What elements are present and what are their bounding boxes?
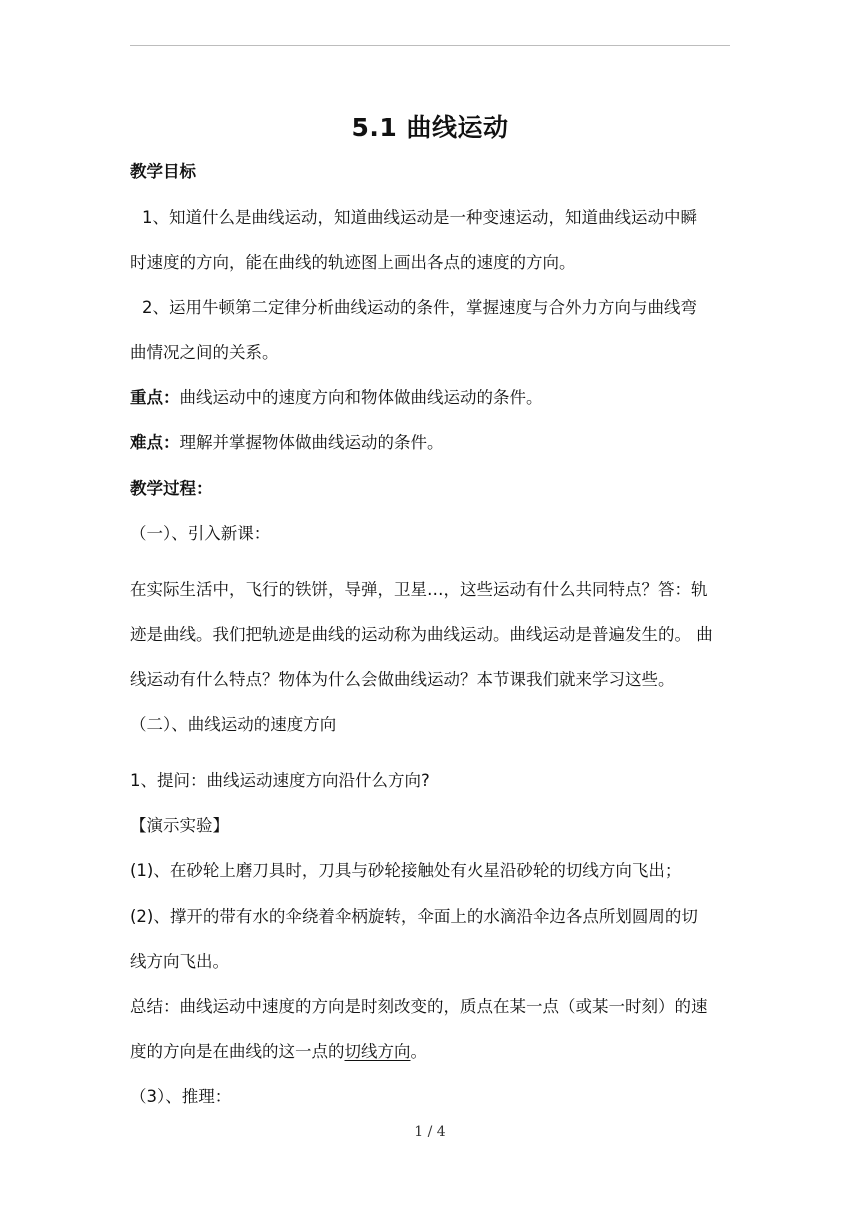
summary-line-1: 总结：曲线运动中速度的方向是时刻改变的，质点在某一点（或某一时刻）的速 bbox=[130, 997, 708, 1016]
key-point-label: 重点： bbox=[130, 388, 180, 407]
process-heading: 教学过程： bbox=[130, 479, 213, 498]
question-1: 1、提问：曲线运动速度方向沿什么方向? bbox=[130, 771, 430, 790]
difficulty-text: 理解并掌握物体做曲线运动的条件。 bbox=[179, 433, 444, 452]
intro-line-1: 在实际生活中，飞行的铁饼，导弹，卫星…，这些运动有什么共同特点？答：轨 bbox=[130, 580, 708, 599]
demo-heading: 【演示实验】 bbox=[130, 816, 229, 835]
section-3-heading: （3）、推理： bbox=[130, 1087, 232, 1106]
objective-1-line-2: 时速度的方向，能在曲线的轨迹图上画出各点的速度的方向。 bbox=[130, 253, 576, 272]
objective-1-line-1: 1、知道什么是曲线运动，知道曲线运动是一种变速运动，知道曲线运动中瞬 bbox=[142, 208, 697, 227]
summary-line-2-suffix: 。 bbox=[410, 1042, 427, 1061]
intro-line-3: 线运动有什么特点？物体为什么会做曲线运动？本节课我们就来学习这些。 bbox=[130, 670, 675, 689]
summary-line-2-prefix: 度的方向是在曲线的这一点的 bbox=[130, 1042, 345, 1061]
objective-2-line-2: 曲情况之间的关系。 bbox=[130, 343, 279, 362]
key-point-text: 曲线运动中的速度方向和物体做曲线运动的条件。 bbox=[179, 388, 543, 407]
page-indicator: 1 / 4 bbox=[414, 1124, 446, 1140]
difficulty bbox=[130, 431, 730, 455]
difficulty-label: 难点： bbox=[130, 433, 180, 452]
demo-2-line-2: 线方向飞出。 bbox=[130, 952, 229, 971]
demo-2-line-1: (2)、撑开的带有水的伞绕着伞柄旋转，伞面上的水滴沿伞边各点所划圆周的切 bbox=[130, 907, 698, 926]
page-title: 5.1 曲线运动 bbox=[351, 113, 509, 142]
summary-underlined-term: 切线方向 bbox=[344, 1042, 411, 1061]
key-point bbox=[130, 386, 730, 410]
demo-1: (1)、在砂轮上磨刀具时，刀具与砂轮接触处有火星沿砂轮的切线方向飞出； bbox=[130, 861, 682, 880]
section-1-heading: （一）、引入新课： bbox=[130, 524, 271, 543]
intro-line-2: 迹是曲线。我们把轨迹是曲线的运动称为曲线运动。曲线运动是普遍发生的。 曲 bbox=[130, 625, 713, 644]
section-2-heading: （二）、曲线运动的速度方向 bbox=[130, 715, 337, 734]
objectives-heading: 教学目标 bbox=[130, 162, 196, 181]
summary-line-2 bbox=[130, 1040, 730, 1064]
header-rule bbox=[130, 45, 730, 46]
objective-2-line-1: 2、运用牛顿第二定律分析曲线运动的条件，掌握速度与合外力方向与曲线弯 bbox=[142, 298, 697, 317]
